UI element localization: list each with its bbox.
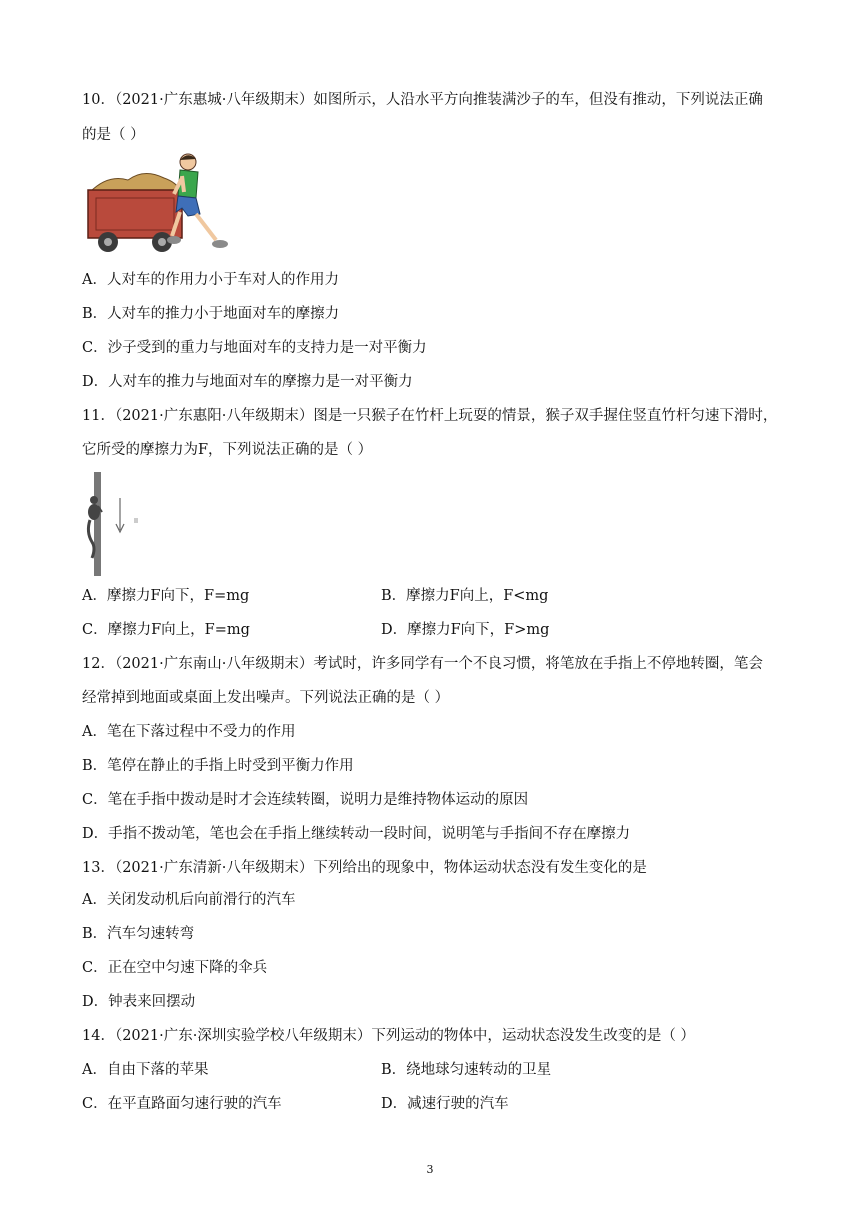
q12-option-b: B．笔停在静止的手指上时受到平衡力作用 [82, 758, 354, 774]
q14-option-a: A．自由下落的苹果 [82, 1062, 209, 1078]
q11-stem-line-1: 11．（2021·广东惠阳·八年级期末）图是一只猴子在竹杆上玩耍的情景，猴子双手握住竖直竹杆匀速下滑时， [82, 408, 778, 424]
q14-stem-line-1: 14．（2021·广东·深圳实验学校八年级期末）下列运动的物体中，运动状态没发生改变的是（ ） [82, 1028, 695, 1044]
q14-option-c: C．在平直路面匀速行驶的汽车 [82, 1096, 282, 1112]
q13-stem-line-1: 13．（2021·广东清新·八年级期末）下列给出的现象中，物体运动状态没有发生变化的是 [82, 860, 647, 876]
q10-stem-line-2: 的是（ ） [82, 127, 145, 143]
monkey-on-bamboo-pole-figure [84, 472, 144, 576]
q11-option-a: A．摩擦力F向下，F=mg [82, 588, 250, 604]
q10-stem-line-1: 10．（2021·广东惠城·八年级期末）如图所示，人沿水平方向推装满沙子的车，但没有推动，下列说法正确 [82, 92, 763, 108]
q10-option-d: D．人对车的推力与地面对车的摩擦力是一对平衡力 [82, 374, 413, 390]
q11-stem-line-2: 它所受的摩擦力为F，下列说法正确的是（ ） [82, 442, 373, 458]
page-number: 3 [426, 1163, 434, 1176]
q10-option-a: A．人对车的作用力小于车对人的作用力 [82, 272, 339, 288]
q12-stem-line-1: 12．（2021·广东南山·八年级期末）考试时，许多同学有一个不良习惯，将笔放在手指上不停地转圈，笔会 [82, 656, 763, 672]
q11-option-c: C．摩擦力F向上，F=mg [82, 622, 250, 638]
q13-option-d: D．钟表来回摆动 [82, 994, 196, 1010]
q12-option-d: D．手指不拨动笔，笔也会在手指上继续转动一段时间，说明笔与手指间不存在摩擦力 [82, 826, 631, 842]
boy-pushing-sand-cart-figure [84, 152, 236, 256]
q12-option-a: A．笔在下落过程中不受力的作用 [82, 724, 296, 740]
q11-option-b: B．摩擦力F向上，F<mg [381, 588, 549, 604]
q13-option-c: C．正在空中匀速下降的伞兵 [82, 960, 268, 976]
q12-option-c: C．笔在手指中拨动是时才会连续转圈，说明力是维持物体运动的原因 [82, 792, 529, 808]
q12-stem-line-2: 经常掉到地面或桌面上发出噪声。下列说法正确的是（ ） [82, 690, 450, 706]
q11-option-d: D．摩擦力F向下，F>mg [381, 622, 550, 638]
q13-option-a: A．关闭发动机后向前滑行的汽车 [82, 892, 296, 908]
q10-option-b: B．人对车的推力小于地面对车的摩擦力 [82, 306, 340, 322]
q14-option-b: B．绕地球匀速转动的卫星 [381, 1062, 552, 1078]
q13-option-b: B．汽车匀速转弯 [82, 926, 195, 942]
q10-option-c: C．沙子受到的重力与地面对车的支持力是一对平衡力 [82, 340, 427, 356]
q14-option-d: D．减速行驶的汽车 [381, 1096, 509, 1112]
